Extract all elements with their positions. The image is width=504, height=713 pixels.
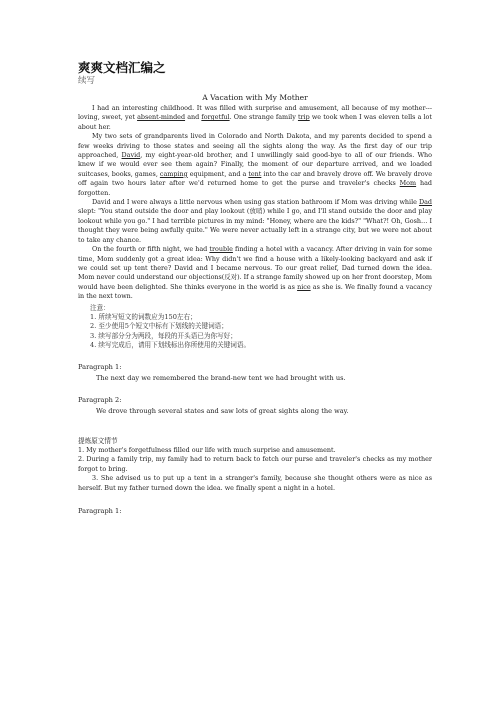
keyword-underlined: Dad [418, 198, 432, 207]
summary-heading: 提炼原文情节 [78, 436, 118, 445]
story-title: A Vacation with My Mother [202, 93, 308, 102]
keyword-underlined: trip [297, 113, 310, 122]
summary-item: 1. My mother's forgetfulness filled our life with much surprise and amusement. [78, 446, 336, 455]
notes-item: 3. 续写部分分为两段，每段的开头语已为你写好； [90, 331, 237, 340]
story-paragraph-4 [78, 245, 432, 301]
keyword-underlined: tent [248, 169, 262, 178]
story-paragraph-2 [78, 132, 432, 198]
document-page [78, 60, 432, 517]
paragraph-2-label: Paragraph 2: [78, 395, 122, 404]
keyword-underlined: David [121, 151, 141, 160]
document-title: 爽爽文档汇编之 [78, 61, 166, 75]
text-run: had forgotten. [78, 179, 432, 197]
paragraph-2-opening: We drove through several states and saw lots of great sights along the way. [96, 407, 349, 416]
text-run: we took when I was eleven tells a lot about her. [78, 113, 432, 131]
text-run: into the car and bravely drove off. We bravely drove off again two hours later after we'd returned home to get the purse and traveler's checks [78, 169, 432, 188]
notes-item: 4. 续写完成后，请用下划线标出你所使用的关键词语。 [90, 341, 251, 350]
text-run: David and I were always a little nervous when using gas station bathroom if Mom was driving while [92, 198, 419, 207]
keyword-underlined: forgetful [201, 113, 230, 122]
keyword-underlined: nice [297, 282, 311, 291]
paragraph-1-label: Paragraph 1: [78, 362, 122, 371]
document-subtitle: 续写 [78, 76, 96, 86]
text-run: as she is. We finally found a vacancy in the next town. [78, 282, 432, 301]
summary-item: 2. During a family trip, my family had to return back to fetch our purse and traveler's checks as my mother forgot to bring. [78, 455, 432, 473]
notes-block [90, 304, 432, 351]
paragraph-1-opening: The next day we remembered the brand-new tent we had brought with us. [96, 374, 346, 383]
notes-heading: 注意： [90, 303, 110, 312]
story-paragraph-3 [78, 198, 432, 245]
keyword-underlined: trouble [209, 245, 233, 254]
text-run: finding a hotel with a vacancy. After driving in vain for some time, Mom suddenly got a great idea: Why didn't we find a house with a likely-looking backyard and ask if we could set up tent there? David and I became nervous. To our great relief, Dad turned down the idea. Mom never could understand our objections(反对). If a strange family showed up on her front doorstep, Mom would have been delighted. She thinks everyone in the world is as [78, 245, 432, 291]
text-run: I had an interesting childhood. It was filled with surprise and amusement, all because of my mother---loving, sweet, yet [78, 104, 432, 122]
keyword-underlined: camping [159, 169, 188, 178]
text-run: slept: "You stand outside the door and play lookout (放哨) while I go, and I'll stand outside the door and play lookout while you go." I had terrible pictures in my mind: "Honey, where are the kids?" "What?! Oh, Gosh… I thought they were being awfully quite." We were never actually left in a strange city, but we were not about to take any chance. [78, 207, 432, 244]
story-paragraph-1 [78, 104, 432, 132]
text-run: equipment, and a [187, 169, 249, 178]
text-run: On the fourth or fifth night, we had [92, 245, 210, 254]
notes-item: 2. 至少使用5个短文中标有下划线的关键词语； [90, 322, 228, 331]
summary-item: 3. She advised us to put up a tent in a stranger's family, because she thought others were as nice as herself. But my father turned down the idea. we finally spent a night in a hotel. [78, 474, 432, 492]
notes-item: 1. 所续写短文的词数应为150左右； [90, 312, 197, 321]
text-run: My two sets of grandparents lived in Colorado and North Dakota, and my parents decided to spend a few weeks driving to those states and seeing all the sights along the way. As the first day of our trip approached, [78, 132, 432, 160]
text-run: and [185, 113, 202, 122]
text-run: . One strange family [229, 113, 298, 122]
footer-paragraph-label: Paragraph 1: [78, 507, 122, 516]
text-run: , my eight-year-old brother, and I unwillingly said good-bye to all of our friends. Who knew if we would ever see them again? Finally, the moment of our departure arrived, and we loaded suitcases, books, games, [78, 151, 432, 178]
keyword-underlined: absent-minded [137, 113, 186, 122]
keyword-underlined: Mom [399, 179, 417, 188]
